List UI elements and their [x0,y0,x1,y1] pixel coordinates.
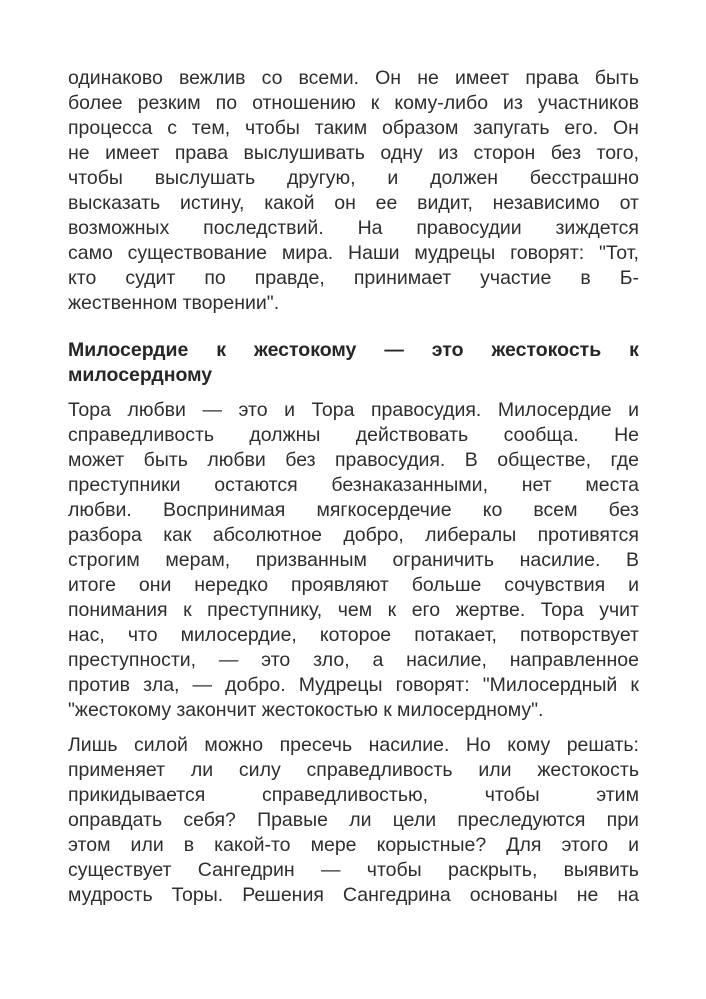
text-line: разбора как абсолютное добро, либералы противятся [68,524,639,546]
text-line: более резким по отношению к кому-либо из участников [68,92,639,114]
text-line: само существование мира. Наши мудрецы говорят: "Тот, [68,242,639,264]
section-heading [68,338,639,388]
heading-line: милосердному [68,364,213,386]
text-line: понимания к преступнику, чем к его жертве. Тора учит [68,599,639,621]
text-line: не имеет права выслушивать одну из сторон без того, [68,142,639,164]
text-line: может быть любви без правосудия. В обществе, где [68,449,639,471]
paragraph-torah-of-love [68,398,639,723]
text-line: одинаково вежлив со всеми. Он не имеет права быть [68,67,639,89]
text-line: прикидывается справедливостью, чтобы этим [68,784,639,806]
text-line: преступности, — это зло, а насилие, направленное [68,649,639,671]
text-line: оправдать себя? Правые ли цели преследуются при [68,809,639,831]
text-line: против зла, — добро. Мудрецы говорят: "Милосердный к [68,674,639,696]
text-line: строгим мерам, призванным ограничить насилие. В [68,549,639,571]
text-line: этом или в какой-то мере корыстные? Для этого и [68,834,639,856]
text-line: нас, что милосердие, которое потакает, потворствует [68,624,639,646]
heading-line: Милосердие к жестокому — это жестокость к [68,339,639,361]
text-line: кто судит по правде, принимает участие в Б- [68,267,639,289]
text-line: мудрость Торы. Решения Сангедрина основаны не на [68,884,639,906]
text-line: "жестокому закончит жестокостью к милосердному". [68,699,544,721]
document-page [68,66,639,908]
paragraph-force [68,733,639,908]
text-line: справедливость должны действовать сообща. Не [68,424,639,446]
paragraph-justice [68,66,639,316]
text-line: итоге они нередко проявляют больше сочувствия и [68,574,639,596]
text-line: возможных последствий. На правосудии зиждется [68,217,639,239]
text-line: высказать истину, какой он ее видит, независимо от [68,192,639,214]
text-line: применяет ли силу справедливость или жестокость [68,759,639,781]
text-line: Лишь силой можно пресечь насилие. Но кому решать: [68,734,639,756]
text-line: любви. Воспринимая мягкосердечие ко всем без [68,499,639,521]
text-line: жественном творении". [68,292,280,314]
text-line: Тора любви — это и Тора правосудия. Милосердие и [68,399,639,421]
text-line: преступники остаются безнаказанными, нет места [68,474,639,496]
text-line: процесса с тем, чтобы таким образом запугать его. Он [68,117,639,139]
text-line: чтобы выслушать другую, и должен бесстрашно [68,167,639,189]
text-line: существует Сангедрин — чтобы раскрыть, выявить [68,859,639,881]
